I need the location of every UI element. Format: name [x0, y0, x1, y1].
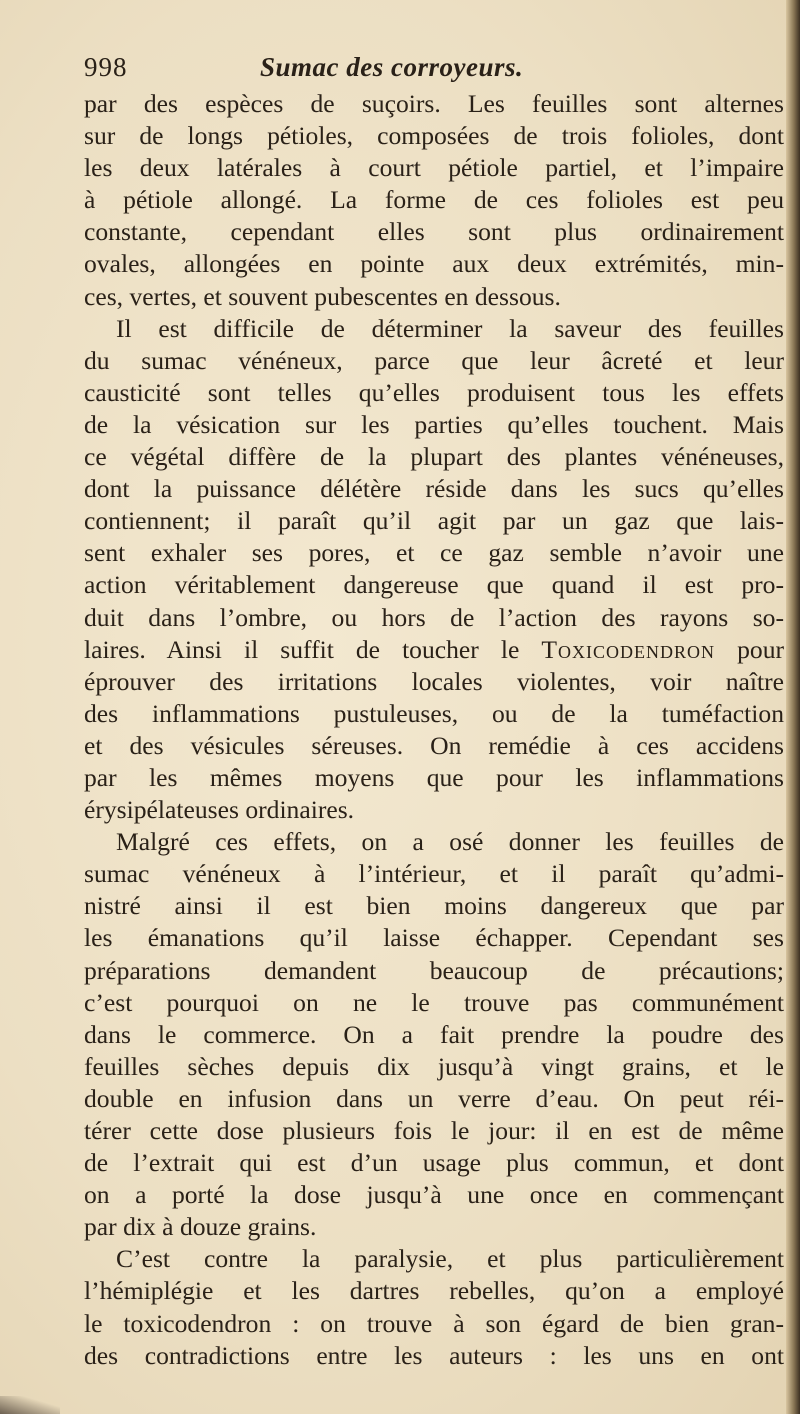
text-line: sumac vénéneux à l’intérieur, et il paraît qu’admi-: [84, 859, 784, 889]
text-line: ce végétal diffère de la plupart des plantes vénéneuses,: [84, 442, 784, 472]
text-line: sent exhaler ses pores, et ce gaz semble n’avoir une: [84, 538, 784, 568]
text-line: C’est contre la paralysie, et plus particulièrement: [116, 1244, 784, 1274]
running-title: Sumac des corroyeurs.: [260, 52, 524, 82]
text-line-segment: laires. Ainsi il suffit de toucher le: [84, 634, 520, 664]
text-line: par les mêmes moyens que pour les inflammations: [84, 762, 784, 792]
text-line: sur de longs pétioles, composées de trois folioles, dont: [84, 121, 784, 151]
text-line: causticité sont telles qu’elles produisent tous les effets: [84, 377, 784, 407]
text-line: ovales, allongées en pointe aux deux extrémités, min-: [84, 249, 784, 279]
text-line: nistré ainsi il est bien moins dangereux que par: [84, 891, 784, 921]
text-line: du sumac vénéneux, parce que leur âcreté et leur: [84, 345, 784, 375]
text-line: dans le commerce. On a fait prendre la poudre des: [84, 1019, 784, 1049]
text-line: des inflammations pustuleuses, ou de la tuméfaction: [84, 698, 784, 728]
text-line: éprouver des irritations locales violentes, voir naître: [84, 666, 784, 696]
text-line: ces, vertes, et souvent pubescentes en dessous.: [84, 281, 561, 311]
text-line: Malgré ces effets, on a osé donner les feuilles de: [116, 827, 784, 857]
text-line: à pétiole allongé. La forme de ces folioles est peu: [84, 185, 784, 215]
body-text: [84, 88, 784, 1372]
text-line: c’est pourquoi on ne le trouve pas communément: [84, 987, 784, 1017]
page-header: [84, 52, 784, 92]
text-line: action véritablement dangereuse que quand il est pro-: [84, 570, 784, 600]
text-line: on a porté la dose jusqu’à une once en commençant: [84, 1180, 784, 1210]
page-number: 998: [84, 52, 128, 82]
text-line: érysipélateuses ordinaires.: [84, 795, 355, 825]
text-line-segment: pour: [715, 634, 785, 664]
text-line: par dix à douze grains.: [84, 1212, 317, 1242]
text-line: les deux latérales à court pétiole partiel, et l’impaire: [84, 153, 784, 183]
text-line: feuilles sèches depuis dix jusqu’à vingt grains, et le: [84, 1051, 784, 1081]
text-line: l’hémiplégie et les dartres rebelles, qu’on a employé: [84, 1276, 784, 1306]
text-line: constante, cependant elles sont plus ordinairement: [84, 217, 784, 247]
text-line: par des espèces de suçoirs. Les feuilles sont alternes: [84, 89, 784, 118]
text-line: Il est difficile de déterminer la saveur des feuilles: [116, 313, 784, 343]
text-line: de la vésication sur les parties qu’elles touchent. Mais: [84, 409, 784, 439]
text-line: dont la puissance délétère réside dans les sucs qu’elles: [84, 474, 784, 504]
page-corner-shadow: [0, 1396, 60, 1414]
text-line: les émanations qu’il laisse échapper. Cependant ses: [84, 923, 784, 953]
text-line: et des vésicules séreuses. On remédie à ces accidens: [84, 730, 784, 760]
text-line: des contradictions entre les auteurs : les uns en ont: [84, 1340, 784, 1370]
text-line: contiennent; il paraît qu’il agit par un gaz que lais-: [84, 506, 784, 536]
text-line: double en infusion dans un verre d’eau. On peut réi-: [84, 1083, 784, 1113]
text-line: térer cette dose plusieurs fois le jour: il en est de même: [84, 1116, 784, 1145]
text-line: préparations demandent beaucoup de précautions;: [84, 955, 784, 985]
text-line: le toxicodendron : on trouve à son égard de bien gran-: [84, 1308, 784, 1338]
small-caps-term: Toxicodendron: [541, 634, 716, 664]
text-line: de l’extrait qui est d’un usage plus commun, et dont: [84, 1148, 784, 1178]
text-line: duit dans l’ombre, ou hors de l’action des rayons so-: [84, 602, 784, 632]
book-spine-edge: [786, 0, 800, 1414]
text-line: [84, 634, 784, 666]
